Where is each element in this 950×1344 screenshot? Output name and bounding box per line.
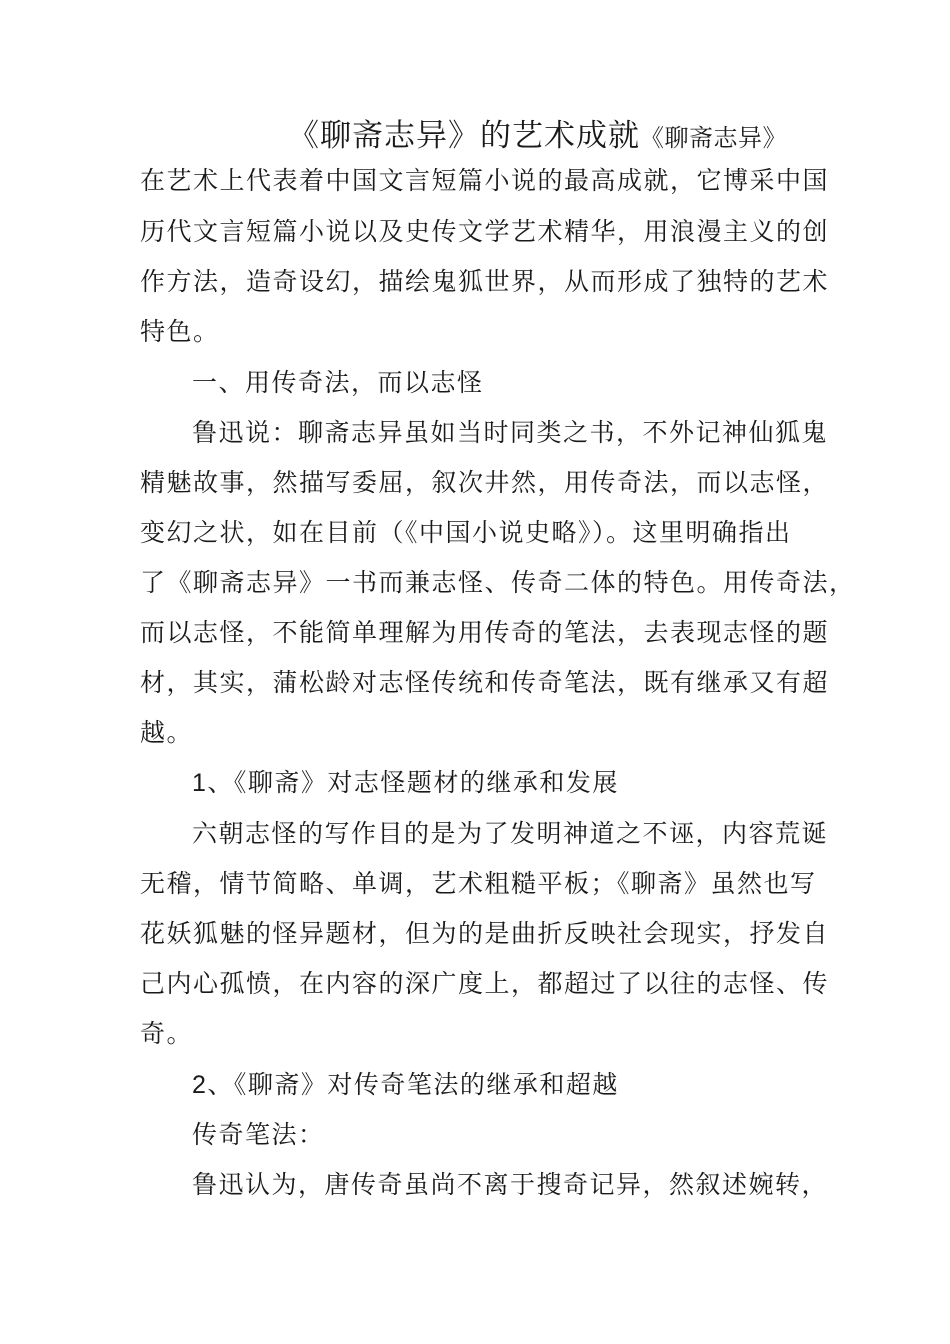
- subsection1-title: 、《聊斋》对志怪题材的继承和发展: [207, 768, 619, 797]
- subsection2-heading: [192, 1068, 619, 1102]
- subsection1-number: 1: [192, 769, 208, 797]
- section1-line-4: 了《聊斋志异》一书而兼志怪、传奇二体的特色。用传奇法，: [140, 568, 856, 597]
- subsection1-heading: [192, 766, 619, 800]
- section1-line-7: 越。: [140, 718, 194, 747]
- subsection1-line-3: 花妖狐魅的怪异题材，但为的是曲折反映社会现实，抒发自: [140, 919, 830, 948]
- subsection1-line-4: 己内心孤愤，在内容的深广度上，都超过了以往的志怪、传: [140, 969, 830, 998]
- intro-line-1: 在艺术上代表着中国文言短篇小说的最高成就，它博采中国: [140, 166, 830, 195]
- document-title: [288, 110, 787, 155]
- section1-line-5: 而以志怪，不能简单理解为用传奇的笔法，去表现志怪的题: [140, 618, 830, 647]
- subsection1-line-5: 奇。: [140, 1019, 194, 1048]
- subsection2-title: 、《聊斋》对传奇笔法的继承和超越: [207, 1070, 619, 1099]
- section1-heading: 一、用传奇法，而以志怪: [192, 368, 484, 397]
- subsection2-label: 传奇笔法：: [192, 1120, 325, 1149]
- section1-line-2: 精魅故事，然描写委屈，叙次井然，用传奇法，而以志怪，: [140, 468, 830, 497]
- intro-line-3: 作方法，造奇设幻，描绘鬼狐世界，从而形成了独特的艺术: [140, 267, 830, 296]
- intro-line-4: 特色。: [140, 317, 220, 346]
- subsection1-line-1: 六朝志怪的写作目的是为了发明神道之不诬，内容荒诞: [192, 819, 829, 848]
- section1-line-6: 材，其实，蒲松龄对志怪传统和传奇笔法，既有继承又有超: [140, 668, 830, 697]
- subsection2-line-1: 鲁迅认为，唐传奇虽尚不离于搜奇记异，然叙述婉转，: [192, 1170, 829, 1199]
- subsection2-number: 2: [192, 1071, 208, 1099]
- subsection1-line-2: 无稽，情节简略、单调，艺术粗糙平板；《聊斋》虽然也写: [140, 869, 817, 898]
- section1-line-3: 变幻之状，如在目前（《中国小说史略》）。这里明确指出: [140, 518, 792, 547]
- title-tail: 《聊斋志异》: [640, 124, 787, 152]
- section1-line-1: 鲁迅说：聊斋志异虽如当时同类之书，不外记神仙狐鬼: [192, 418, 829, 447]
- title-main: 《聊斋志异》的艺术成就: [288, 118, 640, 154]
- intro-line-2: 历代文言短篇小说以及史传文学艺术精华，用浪漫主义的创: [140, 217, 830, 246]
